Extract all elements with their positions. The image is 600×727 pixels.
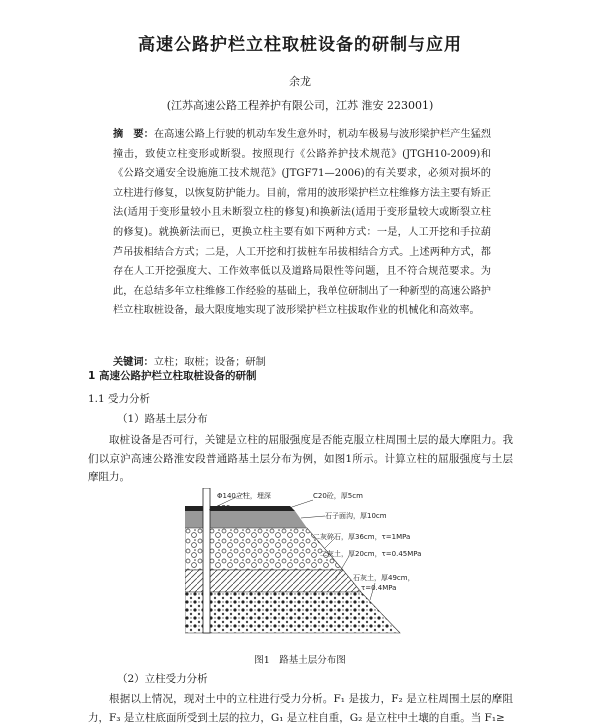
section-heading-1-1: 1.1 受力分析: [88, 393, 151, 405]
layer-lime-soil: [185, 570, 361, 592]
paper-title: 高速公路护栏立柱取桩设备的研制与应用: [138, 35, 462, 55]
label-lime-clay-2: τ=0.4MPa: [361, 584, 397, 592]
keywords: [113, 353, 491, 368]
post-label-line1: Φ140立柱，埋深: [217, 492, 271, 500]
post-label-line2: 120cm: [217, 504, 242, 512]
subsection-soil-layers: （1）路基土层分布: [117, 413, 208, 425]
label-lime-clay-1: 石灰土，厚49cm，: [353, 574, 415, 582]
label-lime-gravel: 二灰碎石，厚36cm，τ=1MPa: [313, 533, 411, 541]
subsection-post-force: （2）立柱受力分析: [117, 673, 208, 685]
label-lime-soil: 二灰土，厚20cm，τ=0.45MPa: [320, 550, 422, 558]
abstract-text: 在高速公路上行驶的机动车发生意外时，机动车极易与波形梁护栏产生猛烈撞击，致使立柱变形或断裂。按照现行《公路养护技术规范》(JTGH10-2009)和《公路交通安全设施施工技术规范》(JTGF71—2006)的有关要求，必须对损坏的立柱进行修复，以恢复防护能力。目前，常用的波形梁护栏立柱维修方法主要有矫正法(适用于变形量较小且未断裂立柱的修复)和换新法(适用于变形量较大或断裂立柱的修复)。就换新法而已，更换立柱主要有如下两种方式：一是，人工开挖和手拉葫芦吊拔相结合方式；二是，人工开挖和打拔桩车吊拔相结合方式。上述两种方式，都存在人工开挖强度大、工作效率低以及道路局限性等问题，且不符合规范要求。为此，在总结多年立柱维修工作经验的基础上，我单位研制出了一种新型的高速公路护栏立柱取桩设备，最大限度地实现了波形梁护栏立柱拔取作业的机械化和高效率。: [113, 129, 492, 317]
paragraph-2: 根据以上情况，现对土中的立柱进行受力分析。F₁ 是拔力，F₂ 是立柱周围土层的摩阻力，F₃ 是立柱底面所受到土层的拉力，G₁ 是立柱自重，G₂ 是立柱中土壤的自重。当 F₁≥: [88, 693, 513, 724]
abstract: [113, 125, 491, 321]
label-c20: C20砼，厚5cm: [313, 492, 363, 500]
label-stone: 石子面沟，厚10cm: [325, 512, 387, 520]
paragraph-1: 取桩设备是否可行，关键是立柱的屈服强度是否能克服立柱周围土层的最大摩阻力。我们以京沪高速公路淮安段普通路基土层分布为例，如图1所示。计算立柱的屈服强度与土层摩阻力。: [88, 434, 513, 483]
layer-lime-clay: [185, 592, 400, 633]
abstract-label: 摘 要：: [113, 129, 154, 140]
keywords-text: 立柱；取桩；设备；研制: [153, 357, 266, 368]
author: 余龙: [289, 75, 311, 88]
figure-soil-layers: [185, 488, 425, 643]
affiliation: (江苏高速公路工程养护有限公司，江苏 淮安 223001): [166, 99, 434, 112]
keywords-label: 关键词：: [113, 357, 154, 368]
figure-caption: 图1 路基土层分布图: [254, 655, 346, 666]
section-heading-1: 1 高速公路护栏立柱取桩设备的研制: [88, 370, 257, 382]
